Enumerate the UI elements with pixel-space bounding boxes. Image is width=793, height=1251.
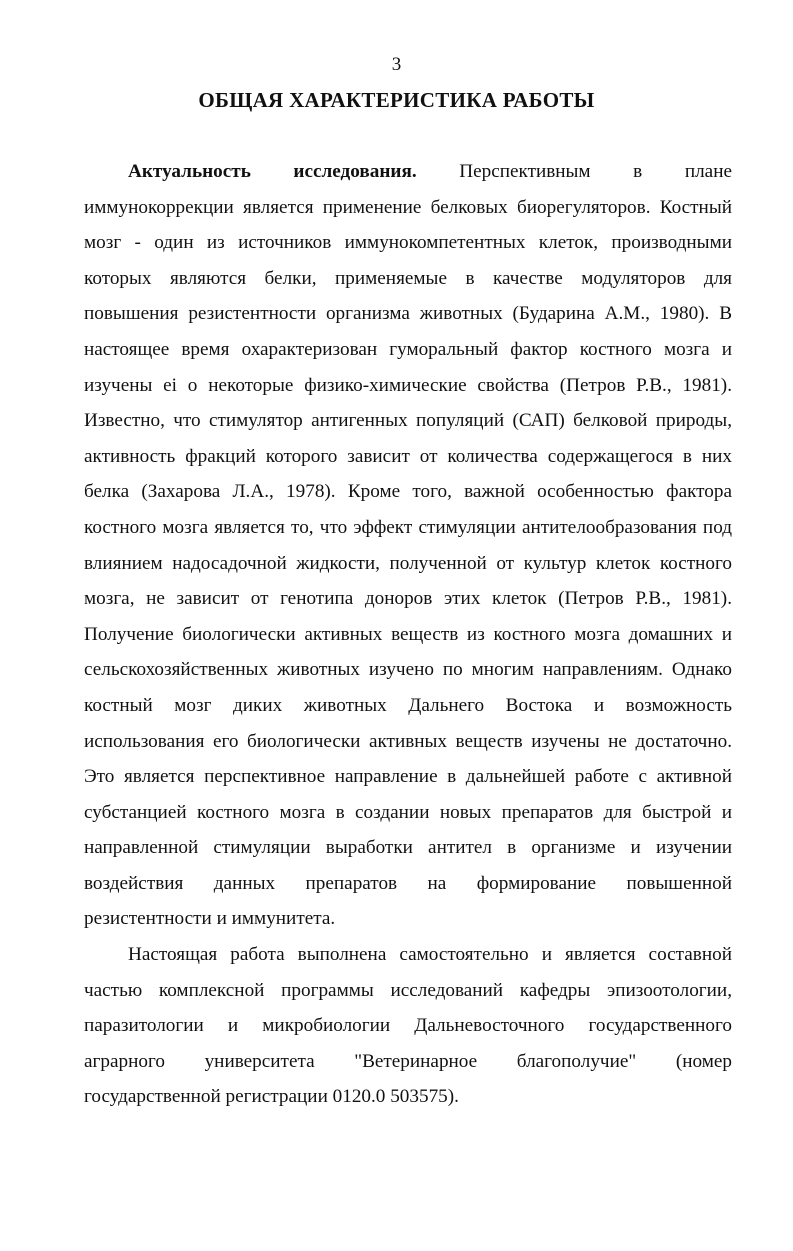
- body-text: [84, 154, 732, 1115]
- page-number: 3: [391, 54, 402, 75]
- paragraph-relevance: [84, 154, 732, 937]
- paragraph-program: [84, 937, 732, 1115]
- paragraph-lead: Актуальность исследования.: [128, 161, 417, 182]
- page-title: ОБЩАЯ ХАРАКТЕРИСТИКА РАБОТЫ: [198, 88, 595, 112]
- paragraph-text: Перспективным в плане иммунокоррекции является применение белковых биорегуляторов. Костный мозг - один из источников иммунокомпетентных клеток, производными которых являются белки, применяемые в качестве модуляторов для повышения резистентности организма животных (Бударина А.М., 1980). В настоящее время охарактеризован гуморальный фактор костного мозга и изучены ei о некоторые физико-химические свойства (Петров Р.В., 1981). Известно, что стимулятор антигенных популяций (САП) белковой природы, активность фракций которого зависит от количества содержащегося в них белка (Захарова Л.А., 1978). Кроме того, важной особенностью фактора костного мозга является то, что эффект стимуляции антителообразования под влиянием надосадочной жидкости, полученной от культур клеток костного мозга, не зависит от генотипа доноров этих клеток (Петров Р.В., 1981). Получение биологически активных веществ из костного мозга домашних и сельскохозяйственных животных изучено по многим направлениям. Однако костный мозг диких животных Дальнего Востока и возможность использования его биологически активных веществ изучены не достаточно. Это является перспективное направление в дальнейшей работе с активной субстанцией костного мозга в создании новых препаратов для быстрой и направленной стимуляции выработки антител в организме и изучении воздействия данных препаратов на формирование повышенной резистентности и иммунитета.: [84, 161, 732, 930]
- paragraph-text: Настоящая работа выполнена самостоятельно и является составной частью комплексной программы исследований кафедры эпизоотологии, паразитологии и микробиологии Дальневосточного государственного аграрного университета "Ветеринарное благополучие" (номер государственной регистрации 0120.0 503575).: [84, 944, 732, 1108]
